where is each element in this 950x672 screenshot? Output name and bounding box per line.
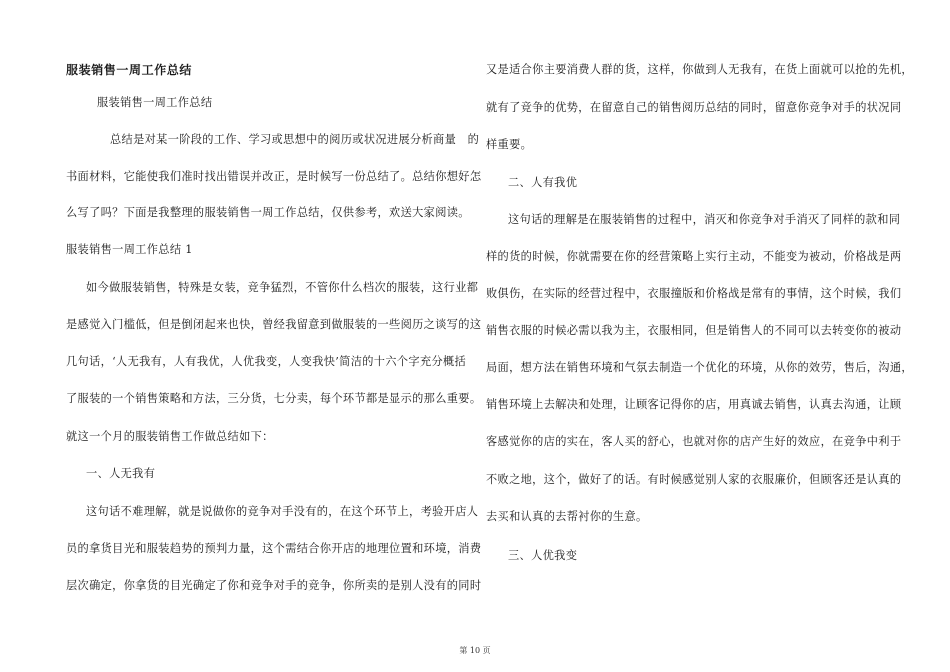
body-line: 客感觉你的店的实在，客人买的舒心，也就对你的店产生好的效应，在竞争中利于 — [486, 435, 902, 448]
intro-line-3: 么写了吗？下面是我整理的服装销售一周工作总结，仅供参考，欢送大家阅读。 — [66, 206, 470, 219]
subheading-2: 二、人有我优 — [508, 176, 578, 189]
body-line: 样重要。 — [486, 138, 533, 151]
body-line: 销售环境上去解决和处理，让顾客记得你的店，用真诚去销售，认真去沟通，让顾 — [486, 398, 902, 411]
body-line: 如今做服装销售，特殊是女装，竞争猛烈，不管你什么档次的服装，这行业都 — [86, 281, 479, 294]
body-line: 局面，想方法在销售环境和气氛去制造一个优化的环境，从你的效劳，售后，沟通， — [486, 361, 913, 374]
body-line: 层次确定，你拿货的目光确定了你和竞争对手的竞争，你所卖的是别人没有的同时 — [66, 579, 482, 592]
body-line: 了服装的一个销售策略和方法，三分货，七分卖，每个环节都是显示的那么重要。 — [66, 392, 482, 405]
body-line: 又是适合你主要消费人群的货，这样，你做到人无我有，在货上面就可以抢的先机， — [486, 63, 913, 76]
body-line: 就有了竞争的优势，在留意自己的销售阅历总结的同时，留意你竞争对手的状况同 — [486, 101, 902, 114]
body-line: 几句话，‘人无我有，人有我优，人优我变，人变我快’简洁的十六个字充分概括 — [66, 355, 467, 368]
document-title: 服装销售一周工作总结 — [66, 63, 193, 77]
body-line: 去买和认真的去帮衬你的生意。 — [486, 510, 648, 523]
body-line: 样的货的时候，你就需要在你的经营策略上实行主动，不能变为被动，价格战是两 — [486, 250, 902, 263]
subtitle: 服装销售一周工作总结 — [97, 96, 213, 109]
section-heading: 服装销售一周工作总结 1 — [66, 243, 193, 256]
body-line: 就这一个月的服装销售工作做总结如下： — [66, 430, 274, 443]
body-line: 员的拿货目光和服装趋势的预判力量，这个需结合你开店的地理位置和环境，消费 — [66, 542, 482, 555]
body-line: 这句话不难理解，就是说做你的竞争对手没有的，在这个环节上，考验开店人 — [86, 505, 479, 518]
body-line: 不败之地，这个，做好了的话。有时候感觉别人家的衣服廉价，但顾客还是认真的 — [486, 473, 902, 486]
body-line: 败俱伤，在实际的经营过程中，衣服撞版和价格战是常有的事情，这个时候，我们 — [486, 287, 902, 300]
body-line: 销售衣服的时候必需以我为主，衣服相同，但是销售人的不同可以去转变你的被动 — [486, 324, 902, 337]
subheading-3: 三、人优我变 — [508, 549, 578, 562]
body-line: 是感觉入门槛低，但是倒闭起来也快，曾经我留意到做服装的一些阅历之谈写的这 — [66, 318, 482, 331]
intro-line-2: 书面材料，它能使我们准时找出错误并改正，是时候写一份总结了。总结你想好怎 — [66, 170, 482, 183]
body-line: 这句话的理解是在服装销售的过程中，消灭和你竞争对手消灭了同样的款和同 — [508, 213, 901, 226]
intro-line-1: 总结是对某一阶段的工作、学习或思想中的阅历或状况进展分析商量 的 — [110, 133, 480, 146]
subheading-1: 一、人无我有 — [86, 467, 156, 480]
page-number: 第 10 页 — [459, 646, 491, 655]
